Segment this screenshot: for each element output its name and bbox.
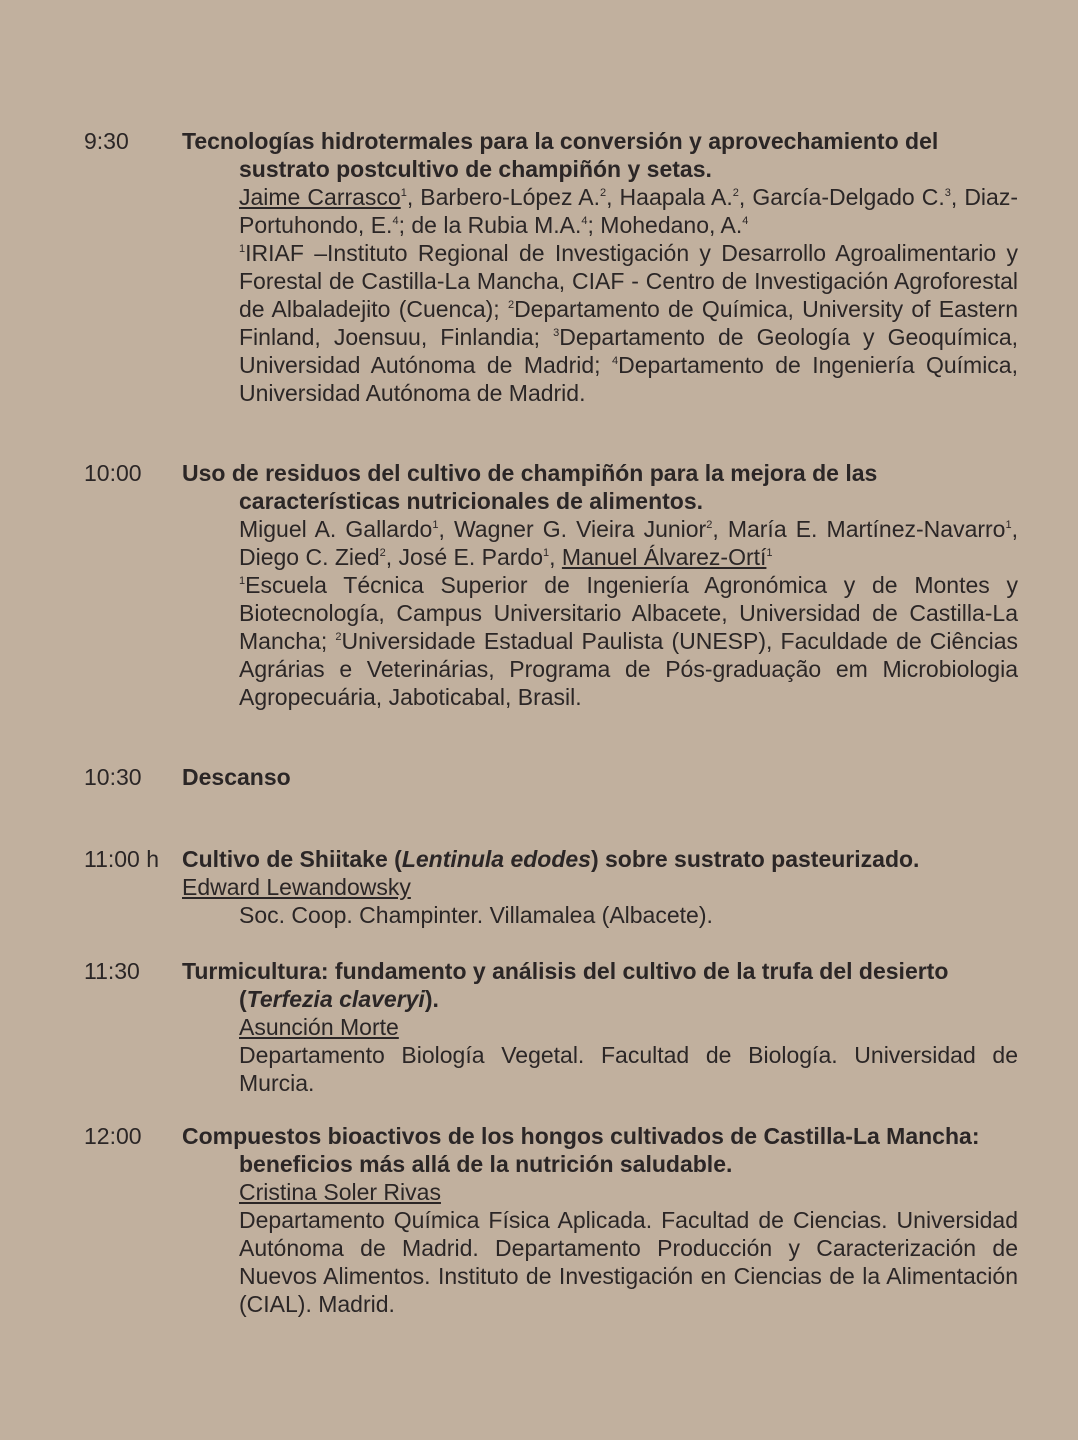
session-1030	[84, 763, 1018, 791]
session-time: 9:30	[84, 128, 129, 154]
session-title: Descanso	[182, 764, 291, 790]
session-time: 10:30	[84, 764, 142, 790]
session-0930	[84, 127, 1018, 407]
presenting-author: Asunción Morte	[239, 1014, 399, 1040]
session-1130	[84, 957, 1018, 1097]
session-affiliations: $^1$IRIAF –Instituto Regional de Investigación y Desarrollo Agroalimentario y Forestal de Castilla-La Mancha, CIAF - Centro de Investigación Agroforestal de Albaladejito (Cuenca); $^2$Departamento de Química, University of Eastern Finland, Joensuu, Finlandia; $^3$Departamento de Geología y Geoquímica, Universidad Autónoma de Madrid; $^4$Departamento de Ingeniería Química, Universidad Autónoma de Madrid.	[239, 240, 1019, 406]
session-title	[182, 127, 1018, 183]
session-details	[239, 515, 1018, 711]
session-time: 11:30	[84, 958, 140, 984]
session-authors: Miguel A. Gallardo$^1$, Wagner G. Vieira Junior$^2$, María E. Martínez-Navarro$^1$, Diego C. Zied$^2$, José E. Pardo$^1$, Manuel Álvarez-Ortí$^1$	[239, 516, 1018, 570]
session-title: Cultivo de Shiitake (Lentinula edodes) sobre sustrato pasteurizado.	[182, 846, 920, 872]
session-title-line-2: (Terfezia claveryi).	[239, 986, 439, 1012]
session-1100	[84, 845, 1018, 929]
session-title	[182, 459, 1018, 515]
session-authors	[239, 1013, 1018, 1041]
presenting-author: Edward Lewandowsky	[182, 874, 411, 900]
presenting-author: Manuel Álvarez-Ortí	[561, 544, 767, 570]
session-details	[239, 183, 1018, 407]
session-details	[239, 1178, 1018, 1318]
session-time: 12:00	[84, 1123, 142, 1149]
presenting-author: Jaime Carrasco	[239, 184, 401, 210]
session-title-line-2: sustrato postcultivo de champiñón y setas.	[239, 156, 712, 182]
session-1000	[84, 459, 1018, 711]
session-title-line-1: Uso de residuos del cultivo de champiñón para la mejora de las	[182, 460, 878, 486]
session-title-line-2: características nutricionales de alimentos.	[239, 488, 704, 514]
session-affiliations: $^1$Escuela Técnica Superior de Ingeniería Agronómica y de Montes y Biotecnología, Campus Universitario Albacete, Universidad de Castilla-La Mancha; $^2$Universidade Estadual Paulista (UNESP), Faculdade de Ciências Agrárias e Veterinárias, Programa de Pós-graduação em Microbiologia Agropecuária, Jaboticabal, Brasil.	[239, 572, 1019, 710]
session-title	[182, 1122, 1018, 1178]
session-title-line-2: beneficios más allá de la nutrición saludable.	[239, 1151, 733, 1177]
session-authors	[239, 1178, 1018, 1206]
session-title-line-1: Turmicultura: fundamento y análisis del cultivo de la trufa del desierto	[182, 958, 949, 984]
session-authors: Jaime Carrasco$^1$, Barbero-López A.$^2$, Haapala A.$^2$, García-Delgado C.$^3$, Diaz-Portuhondo, E.$^4$; de la Rubia M.A.$^4$; Mohedano, A.$^4$	[239, 184, 1018, 238]
session-time: 11:00 h	[84, 846, 160, 872]
session-time: 10:00	[84, 460, 142, 486]
session-affiliations: Soc. Coop. Champinter. Villamalea (Albacete).	[239, 902, 713, 928]
session-details	[239, 1013, 1018, 1097]
session-title-line-1: Tecnologías hidrotermales para la conversión y aprovechamiento del	[182, 128, 939, 154]
session-affiliations: Departamento Biología Vegetal. Facultad de Biología. Universidad de Murcia.	[239, 1042, 1018, 1096]
presenting-author: Cristina Soler Rivas	[239, 1179, 441, 1205]
session-title	[182, 957, 1018, 1013]
session-1200	[84, 1122, 1018, 1318]
session-title-line-1: Compuestos bioactivos de los hongos cultivados de Castilla-La Mancha:	[182, 1123, 980, 1149]
session-affiliations: Departamento Química Física Aplicada. Facultad de Ciencias. Universidad Autónoma de Madrid. Departamento Producción y Caracterización de Nuevos Alimentos. Instituto de Investigación en Ciencias de la Alimentación (CIAL). Madrid.	[239, 1207, 1018, 1317]
session-authors	[182, 873, 1018, 901]
